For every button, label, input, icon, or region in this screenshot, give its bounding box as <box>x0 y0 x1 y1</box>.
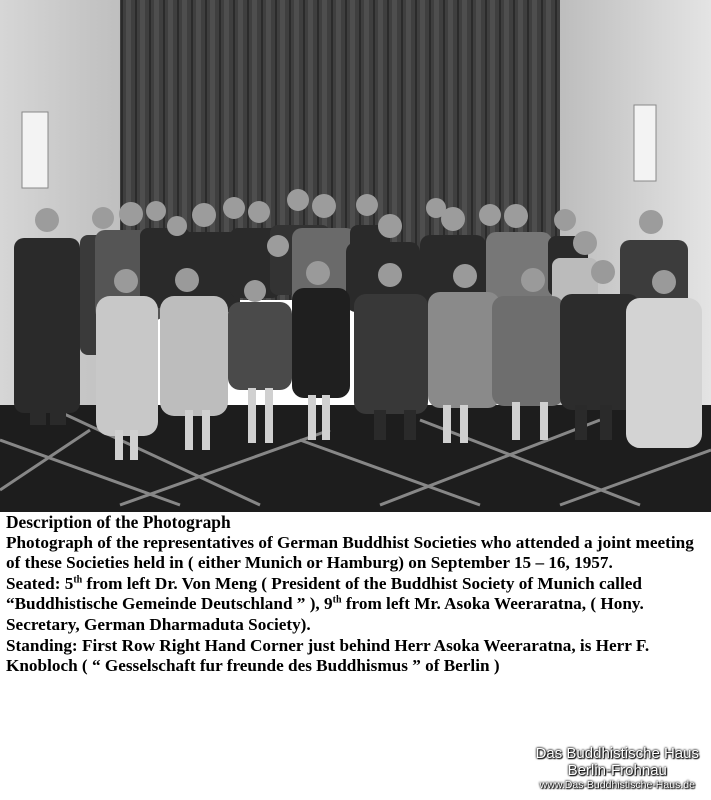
seated-description <box>6 574 706 636</box>
description-title: Description of the Photograph <box>6 512 231 532</box>
standing-label: Standing: <box>6 635 78 655</box>
seated-ordinal-2-suffix: th <box>332 594 342 606</box>
seated-text-2: from left Mr. Asoka Weeraratna, ( Hony. Secretary, German Dharmaduta Society). <box>6 594 644 634</box>
seated-ordinal-1-suffix: th <box>73 574 83 586</box>
seated-ordinal-2: 9 <box>324 594 333 614</box>
standing-text: First Row Right Hand Corner just behind Herr Asoka Weeraratna, is Herr F. Knobloch ( “ Gesselschaft fur freunde des Buddhismus ” of Berlin ) <box>6 635 650 676</box>
description-intro: Photograph of the representatives of German Buddhist Societies who attended a joint meeting of these Societies held in ( either Munich or Hamburg) on September 15 – 16, 1957. <box>6 532 694 573</box>
watermark-url: www.Das-Buddhistische-Haus.de <box>539 779 695 791</box>
seated-label: Seated: <box>6 573 61 593</box>
seated-text-1: from left Dr. Von Meng ( President of the Buddhist Society of Munich called “Buddhistische Gemeinde Deutschland ” ), <box>6 573 642 614</box>
watermark-line-1: Das Buddhistische Haus <box>535 745 699 762</box>
watermark-line-2: Berlin-Frohnau <box>567 762 667 779</box>
seated-ordinal-1: 5 <box>64 573 74 593</box>
watermark <box>536 745 699 792</box>
standing-description <box>6 636 706 677</box>
